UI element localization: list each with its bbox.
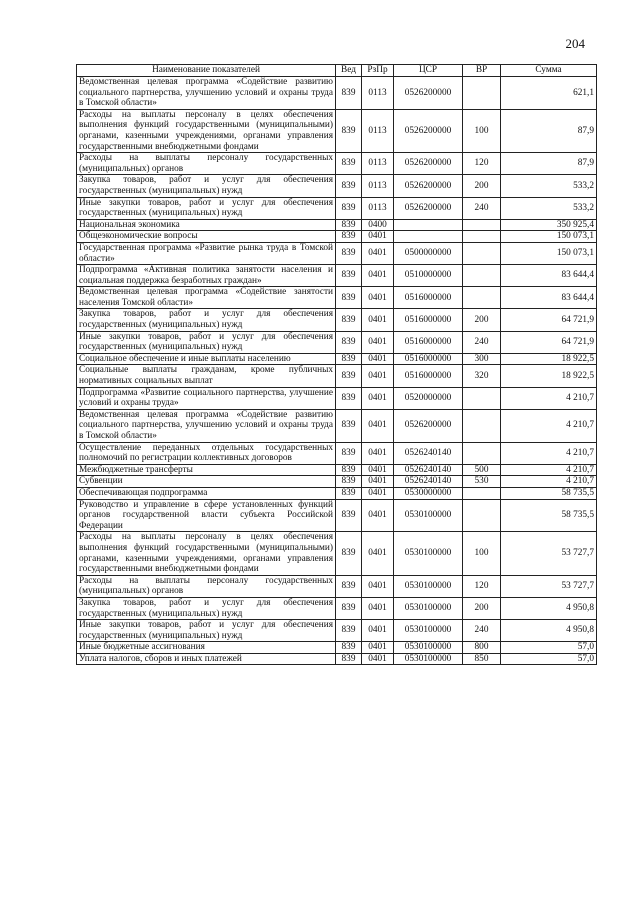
cell-vr <box>463 387 501 409</box>
cell-ved: 839 <box>336 197 362 219</box>
table-row <box>77 487 597 499</box>
cell-vr: 850 <box>463 653 501 665</box>
cell-ved: 839 <box>336 309 362 331</box>
table-row <box>77 77 597 110</box>
cell-sum: 58 735,5 <box>501 487 597 499</box>
cell-ved: 839 <box>336 365 362 387</box>
cell-name: Иные закупки товаров, работ и услуг для обеспечения государственных (муниципальных) нужд <box>77 197 336 219</box>
cell-name: Закупка товаров, работ и услуг для обеспечения государственных (муниципальных) нужд <box>77 309 336 331</box>
cell-name: Закупка товаров, работ и услуг для обеспечения государственных (муниципальных) нужд <box>77 597 336 619</box>
cell-sum: 4 210,7 <box>501 387 597 409</box>
cell-ved: 839 <box>336 409 362 442</box>
table-row <box>77 464 597 476</box>
cell-sum: 4 950,8 <box>501 597 597 619</box>
cell-ved: 839 <box>336 265 362 287</box>
cell-sum: 4 210,7 <box>501 476 597 488</box>
cell-ved: 839 <box>336 653 362 665</box>
cell-ved: 839 <box>336 499 362 532</box>
cell-ved: 839 <box>336 219 362 231</box>
cell-name: Закупка товаров, работ и услуг для обеспечения государственных (муниципальных) нужд <box>77 175 336 197</box>
table-row <box>77 353 597 365</box>
cell-name: Ведомственная целевая программа «Содействие занятости населения Томской области» <box>77 287 336 309</box>
cell-name: Иные закупки товаров, работ и услуг для обеспечения государственных (муниципальных) нужд <box>77 331 336 353</box>
cell-name: Государственная программа «Развитие рынка труда в Томской области» <box>77 242 336 264</box>
cell-sum: 150 073,1 <box>501 231 597 243</box>
cell-sum: 53 727,7 <box>501 532 597 575</box>
cell-vr: 240 <box>463 331 501 353</box>
cell-csr: 0530100000 <box>394 499 463 532</box>
cell-csr: 0530100000 <box>394 597 463 619</box>
header-sum: Сумма <box>501 65 597 77</box>
cell-rzpr: 0113 <box>362 77 394 110</box>
cell-csr: 0526200000 <box>394 197 463 219</box>
cell-sum: 533,2 <box>501 197 597 219</box>
cell-csr: 0526200000 <box>394 153 463 175</box>
table-row <box>77 265 597 287</box>
table-row <box>77 287 597 309</box>
cell-sum: 64 721,9 <box>501 309 597 331</box>
cell-ved: 839 <box>336 331 362 353</box>
cell-sum: 4 950,8 <box>501 620 597 642</box>
cell-csr: 0526240140 <box>394 442 463 464</box>
cell-rzpr: 0401 <box>362 464 394 476</box>
cell-vr <box>463 287 501 309</box>
cell-csr: 0516000000 <box>394 309 463 331</box>
cell-sum: 83 644,4 <box>501 287 597 309</box>
cell-ved: 839 <box>336 642 362 654</box>
table-row <box>77 532 597 575</box>
cell-csr: 0530100000 <box>394 532 463 575</box>
cell-rzpr: 0401 <box>362 353 394 365</box>
cell-csr: 0530000000 <box>394 487 463 499</box>
cell-name: Социальное обеспечение и иные выплаты населению <box>77 353 336 365</box>
cell-csr: 0526200000 <box>394 409 463 442</box>
page-number: 204 <box>565 36 585 51</box>
cell-name: Расходы на выплаты персоналу в целях обеспечения выполнения функций государственными (муниципальными) органами, казенными учреждениями, органами управления государственными внебюджетными фондами <box>77 109 336 152</box>
cell-vr: 120 <box>463 153 501 175</box>
cell-rzpr: 0401 <box>362 532 394 575</box>
cell-rzpr: 0401 <box>362 309 394 331</box>
cell-sum: 87,9 <box>501 153 597 175</box>
cell-name: Расходы на выплаты персоналу государственных (муниципальных) органов <box>77 153 336 175</box>
cell-name: Руководство и управление в сфере установленных функций органов государственной власти субъекта Российской Федерации <box>77 499 336 532</box>
table-row <box>77 231 597 243</box>
cell-sum: 53 727,7 <box>501 575 597 597</box>
cell-rzpr: 0401 <box>362 499 394 532</box>
table-row <box>77 575 597 597</box>
table-row <box>77 387 597 409</box>
cell-csr: 0530100000 <box>394 620 463 642</box>
cell-vr: 200 <box>463 309 501 331</box>
cell-name: Осуществление переданных отдельных государственных полномочий по регистрации коллективных договоров <box>77 442 336 464</box>
cell-rzpr: 0113 <box>362 175 394 197</box>
cell-vr: 240 <box>463 620 501 642</box>
cell-sum: 58 735,5 <box>501 499 597 532</box>
table-row <box>77 242 597 264</box>
cell-rzpr: 0401 <box>362 387 394 409</box>
table-row <box>77 197 597 219</box>
table-row <box>77 175 597 197</box>
header-name: Наименование показателей <box>77 65 336 77</box>
header-csr: ЦСР <box>394 65 463 77</box>
table-row <box>77 365 597 387</box>
table-row <box>77 309 597 331</box>
cell-csr: 0516000000 <box>394 331 463 353</box>
budget-table <box>76 64 597 665</box>
cell-ved: 839 <box>336 231 362 243</box>
cell-csr: 0510000000 <box>394 265 463 287</box>
cell-rzpr: 0401 <box>362 287 394 309</box>
cell-csr: 0520000000 <box>394 387 463 409</box>
cell-sum: 87,9 <box>501 109 597 152</box>
cell-csr: 0500000000 <box>394 242 463 264</box>
table-row <box>77 442 597 464</box>
cell-ved: 839 <box>336 242 362 264</box>
cell-name: Межбюджетные трансферты <box>77 464 336 476</box>
table-row <box>77 219 597 231</box>
table-row <box>77 109 597 152</box>
cell-name: Ведомственная целевая программа «Содействие развитию социального партнерства, улучшению условий и охраны труда в Томской области» <box>77 77 336 110</box>
cell-name: Расходы на выплаты персоналу в целях обеспечения выполнения функций государственными (муниципальными) органами, казенными учреждениями, органами управления государственными внебюджетными фондами <box>77 532 336 575</box>
cell-vr: 530 <box>463 476 501 488</box>
cell-ved: 839 <box>336 532 362 575</box>
cell-csr: 0530100000 <box>394 653 463 665</box>
header-ved: Вед <box>336 65 362 77</box>
cell-vr: 300 <box>463 353 501 365</box>
cell-name: Подпрограмма «Развитие социального партнерства, улучшение условий и охраны труда» <box>77 387 336 409</box>
cell-sum: 621,1 <box>501 77 597 110</box>
cell-rzpr: 0401 <box>362 409 394 442</box>
cell-rzpr: 0401 <box>362 620 394 642</box>
cell-rzpr: 0401 <box>362 442 394 464</box>
cell-rzpr: 0401 <box>362 597 394 619</box>
cell-csr: 0526200000 <box>394 109 463 152</box>
cell-vr: 100 <box>463 109 501 152</box>
cell-csr: 0530100000 <box>394 642 463 654</box>
cell-rzpr: 0113 <box>362 153 394 175</box>
cell-ved: 839 <box>336 353 362 365</box>
cell-sum: 350 925,4 <box>501 219 597 231</box>
cell-rzpr: 0113 <box>362 109 394 152</box>
cell-rzpr: 0401 <box>362 265 394 287</box>
cell-name: Социальные выплаты гражданам, кроме публичных нормативных социальных выплат <box>77 365 336 387</box>
cell-sum: 64 721,9 <box>501 331 597 353</box>
cell-vr <box>463 442 501 464</box>
cell-ved: 839 <box>336 464 362 476</box>
cell-vr: 120 <box>463 575 501 597</box>
table-row <box>77 409 597 442</box>
cell-rzpr: 0401 <box>362 642 394 654</box>
cell-rzpr: 0401 <box>362 231 394 243</box>
cell-ved: 839 <box>336 620 362 642</box>
table-row <box>77 476 597 488</box>
cell-vr: 240 <box>463 197 501 219</box>
cell-vr: 800 <box>463 642 501 654</box>
cell-rzpr: 0400 <box>362 219 394 231</box>
cell-csr: 0526240140 <box>394 464 463 476</box>
cell-csr: 0530100000 <box>394 575 463 597</box>
table-row <box>77 331 597 353</box>
cell-vr <box>463 242 501 264</box>
cell-vr <box>463 265 501 287</box>
cell-ved: 839 <box>336 442 362 464</box>
cell-csr <box>394 231 463 243</box>
cell-ved: 839 <box>336 597 362 619</box>
cell-ved: 839 <box>336 387 362 409</box>
cell-name: Общеэкономические вопросы <box>77 231 336 243</box>
cell-rzpr: 0401 <box>362 575 394 597</box>
cell-rzpr: 0401 <box>362 487 394 499</box>
cell-sum: 83 644,4 <box>501 265 597 287</box>
cell-sum: 150 073,1 <box>501 242 597 264</box>
cell-ved: 839 <box>336 287 362 309</box>
cell-ved: 839 <box>336 153 362 175</box>
cell-rzpr: 0113 <box>362 197 394 219</box>
cell-vr: 100 <box>463 532 501 575</box>
cell-ved: 839 <box>336 175 362 197</box>
cell-sum: 533,2 <box>501 175 597 197</box>
cell-vr <box>463 219 501 231</box>
cell-rzpr: 0401 <box>362 476 394 488</box>
cell-ved: 839 <box>336 487 362 499</box>
cell-rzpr: 0401 <box>362 242 394 264</box>
cell-name: Уплата налогов, сборов и иных платежей <box>77 653 336 665</box>
cell-vr: 500 <box>463 464 501 476</box>
cell-vr: 320 <box>463 365 501 387</box>
cell-vr <box>463 499 501 532</box>
table-row <box>77 620 597 642</box>
cell-ved: 839 <box>336 476 362 488</box>
table-row <box>77 153 597 175</box>
cell-csr: 0526240140 <box>394 476 463 488</box>
cell-ved: 839 <box>336 109 362 152</box>
cell-sum: 4 210,7 <box>501 409 597 442</box>
cell-sum: 4 210,7 <box>501 442 597 464</box>
cell-sum: 18 922,5 <box>501 353 597 365</box>
cell-ved: 839 <box>336 575 362 597</box>
cell-csr: 0526200000 <box>394 175 463 197</box>
cell-vr <box>463 231 501 243</box>
cell-csr: 0526200000 <box>394 77 463 110</box>
cell-name: Субвенции <box>77 476 336 488</box>
cell-csr: 0516000000 <box>394 365 463 387</box>
cell-sum: 57,0 <box>501 642 597 654</box>
cell-sum: 57,0 <box>501 653 597 665</box>
cell-vr <box>463 487 501 499</box>
table-header-row <box>77 65 597 77</box>
cell-name: Иные бюджетные ассигнования <box>77 642 336 654</box>
cell-vr <box>463 409 501 442</box>
table-row <box>77 642 597 654</box>
header-rzpr: РзПр <box>362 65 394 77</box>
cell-sum: 4 210,7 <box>501 464 597 476</box>
cell-name: Подпрограмма «Активная политика занятости населения и социальная поддержка безработных граждан» <box>77 265 336 287</box>
cell-name: Иные закупки товаров, работ и услуг для обеспечения государственных (муниципальных) нужд <box>77 620 336 642</box>
cell-csr: 0516000000 <box>394 353 463 365</box>
cell-sum: 18 922,5 <box>501 365 597 387</box>
table-row <box>77 653 597 665</box>
cell-csr <box>394 219 463 231</box>
header-vr: ВР <box>463 65 501 77</box>
cell-vr <box>463 77 501 110</box>
cell-rzpr: 0401 <box>362 331 394 353</box>
table-row <box>77 597 597 619</box>
cell-vr: 200 <box>463 175 501 197</box>
cell-name: Национальная экономика <box>77 219 336 231</box>
cell-ved: 839 <box>336 77 362 110</box>
table-row <box>77 499 597 532</box>
cell-vr: 200 <box>463 597 501 619</box>
cell-rzpr: 0401 <box>362 653 394 665</box>
cell-name: Обеспечивающая подпрограмма <box>77 487 336 499</box>
cell-name: Расходы на выплаты персоналу государственных (муниципальных) органов <box>77 575 336 597</box>
cell-rzpr: 0401 <box>362 365 394 387</box>
cell-name: Ведомственная целевая программа «Содействие развитию социального партнерства, улучшению условий и охраны труда в Томской области» <box>77 409 336 442</box>
cell-csr: 0516000000 <box>394 287 463 309</box>
